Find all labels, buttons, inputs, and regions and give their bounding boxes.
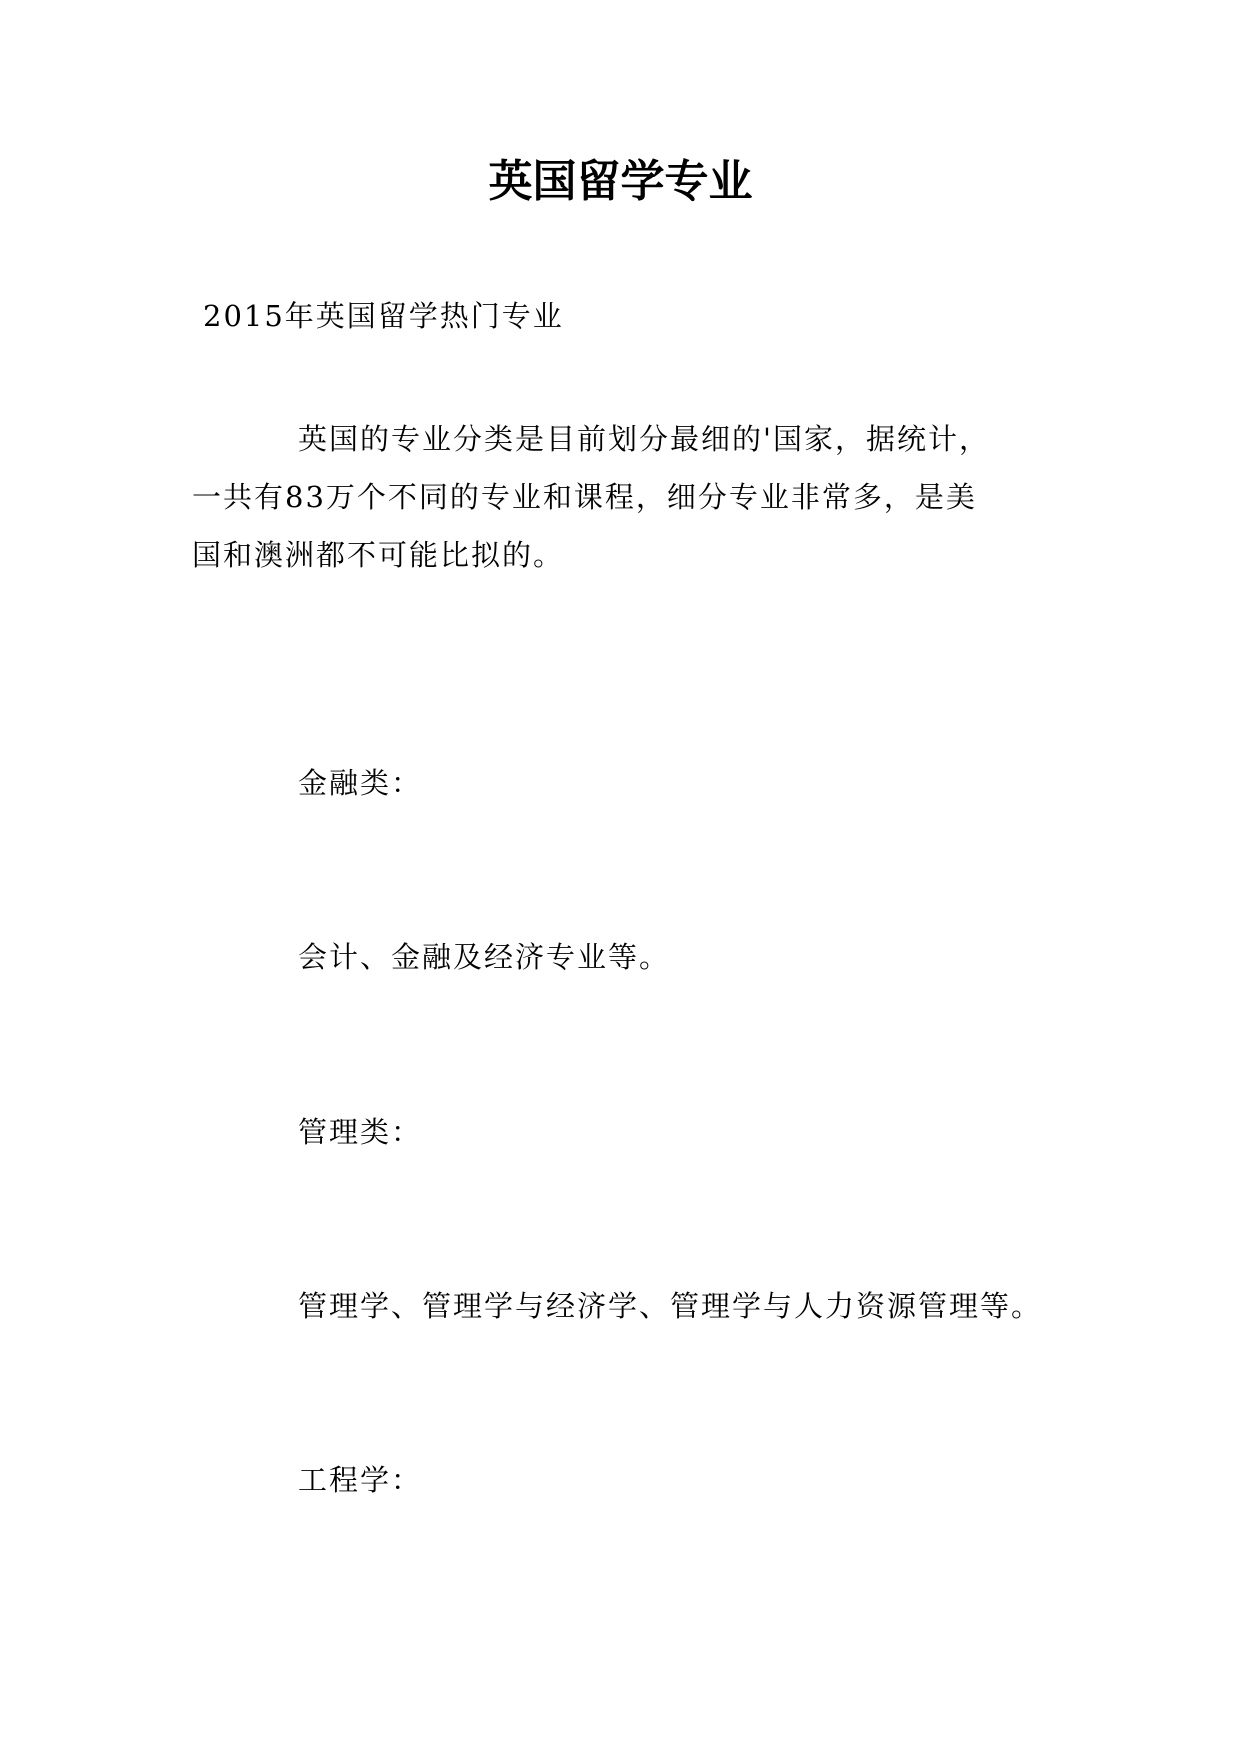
intro-line: 一共有83万个不同的专业和课程，细分专业非常多，是美 [192,480,977,514]
section-text-finance: 会计、金融及经济专业等。 [298,940,671,974]
intro-line: 英国的专业分类是目前划分最细的'国家，据统计， [298,422,990,456]
document-subtitle: 2015年英国留学热门专业 [203,299,564,333]
document-title: 英国留学专业 [488,156,753,207]
section-heading-engineering: 工程学： [298,1463,423,1497]
section-text-management: 管理学、管理学与经济学、管理学与人力资源管理等。 [298,1289,1043,1323]
section-heading-management: 管理类： [298,1115,423,1149]
intro-line: 国和澳洲都不可能比拟的。 [192,538,565,572]
section-heading-finance: 金融类： [298,766,423,800]
intro-paragraph [192,410,1072,584]
